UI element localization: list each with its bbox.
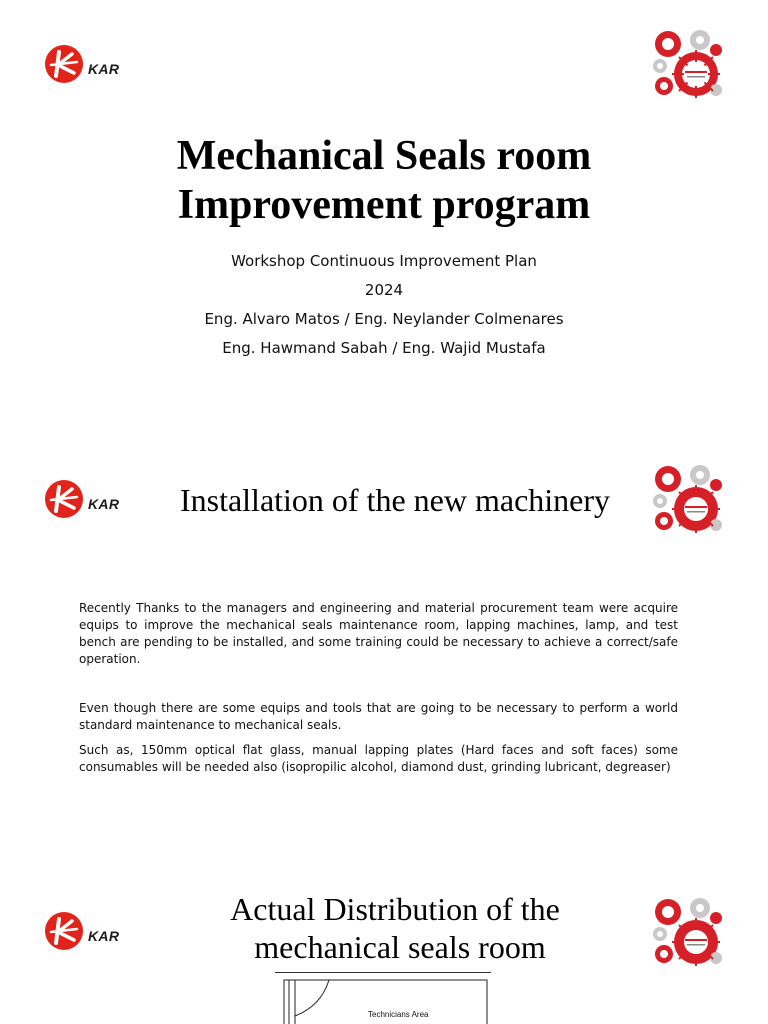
- kar-wordmark: KAR: [88, 928, 120, 944]
- title-line-1: Mechanical Seals room: [176, 133, 592, 179]
- kar-logo: [45, 480, 119, 518]
- kar-logo-icon: [45, 912, 83, 950]
- maintenance-gears-icon: [650, 459, 724, 537]
- machinery-slide: [0, 435, 768, 870]
- kar-logo-icon: [45, 480, 83, 518]
- kar-wordmark: KAR: [88, 496, 120, 512]
- slide-heading-line-1: Actual Distribution of the: [230, 891, 560, 927]
- paragraph-2: Even though there are some equips and tools that are going to be necessary to perform a world standard maintenance to mechanical seals.: [79, 701, 678, 732]
- subtitle-plan: Workshop Continuous Improvement Plan: [231, 252, 537, 270]
- distribution-slide: [0, 870, 768, 1024]
- title-line-2: Improvement program: [177, 182, 591, 228]
- title-slide: [0, 0, 768, 435]
- slide-heading: Installation of the new machinery: [179, 482, 611, 518]
- slide-heading-line-2: mechanical seals room: [254, 929, 546, 965]
- kar-logo: [45, 912, 119, 950]
- subtitle-year: 2024: [364, 281, 404, 299]
- kar-wordmark: KAR: [88, 61, 120, 77]
- paragraph-1: Recently Thanks to the managers and engineering and material procurement team were acquire equips to improve the mechanical seals maintenance room, lapping machines, lamp, and test bench are pending to be installed, and some training could be necessary to achieve a correct/safe operation.: [79, 601, 678, 666]
- kar-logo: [45, 45, 119, 83]
- subtitle-authors-2: Eng. Hawmand Sabah / Eng. Wajid Mustafa: [222, 339, 546, 357]
- kar-logo-icon: [45, 45, 83, 83]
- paragraph-3: Such as, 150mm optical flat glass, manual lapping plates (Hard faces and soft faces) some consumables will be needed also (isopropilic alcohol, diamond dust, grinding lubricant, degreaser): [79, 743, 678, 774]
- technicians-area-label: Technicians Area: [368, 1010, 429, 1019]
- subtitle-authors-1: Eng. Alvaro Matos / Eng. Neylander Colmenares: [204, 310, 564, 328]
- maintenance-gears-icon: [650, 892, 724, 970]
- maintenance-gears-icon: [650, 24, 724, 102]
